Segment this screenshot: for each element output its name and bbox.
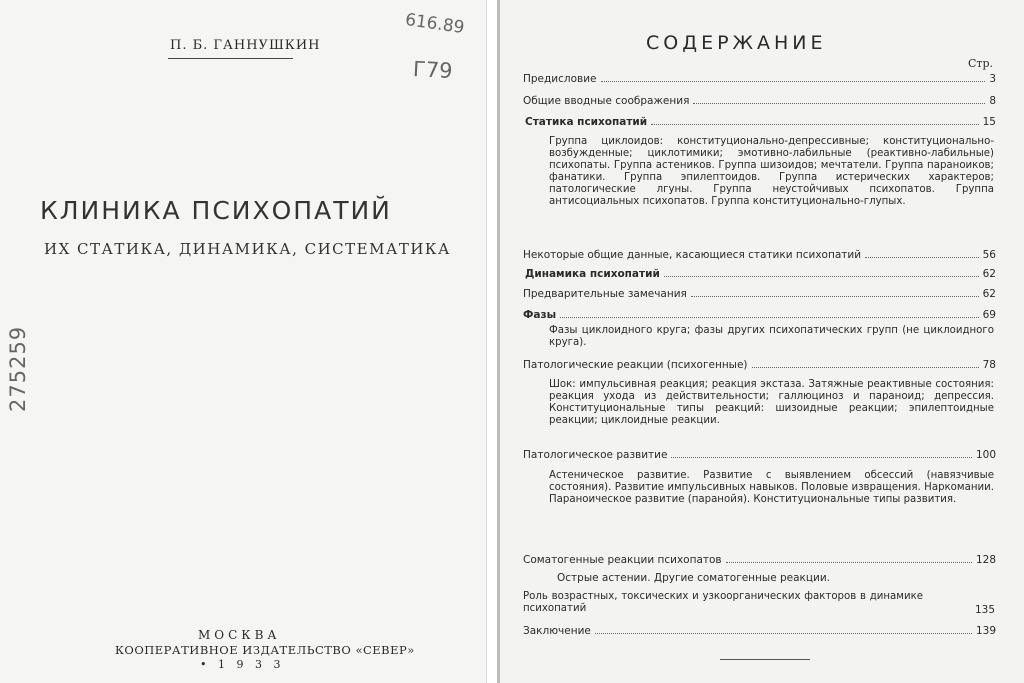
book-title: КЛИНИКА ПСИХОПАТИЙ: [40, 196, 392, 225]
toc-entry-page: 78: [982, 359, 996, 371]
toc-entry-page: 128: [975, 554, 996, 566]
toc-entry-page: 135: [975, 604, 996, 616]
toc-section-description: Фазы циклоидного круга; фазы других психопатических групп (не циклоидного круга).: [549, 325, 994, 348]
toc-leader: [651, 124, 978, 125]
toc-entry: [523, 306, 996, 322]
page-column-header: Стр.: [968, 57, 994, 70]
handwritten-shelfmark: Г79: [412, 56, 454, 84]
publication-city: МОСКВА: [198, 628, 281, 642]
toc-entry-page: 69: [982, 309, 996, 321]
publisher-name: КООПЕРАТИВНОЕ ИЗДАТЕЛЬСТВО «СЕВЕР»: [115, 643, 415, 657]
toc-entry-text: Предварительные замечания: [523, 288, 687, 300]
toc-section-description: Острые астении. Другие соматогенные реакции.: [557, 572, 831, 584]
toc-leader: [560, 317, 979, 318]
toc-entry-page: 62: [982, 288, 996, 300]
toc-section-description: Астеническое развитие. Развитие с выявлением обсессий (навязчивые состояния). Развитие импульсивных навыков. Половые извращения. Наркомании. Параноическое развитие (паранойя). Конституциональные типы развития.: [549, 470, 994, 505]
toc-entry-text: Предисловие: [523, 73, 597, 85]
toc-entry-text: Фазы: [523, 309, 557, 321]
title-page: [0, 0, 487, 683]
toc-leader: [664, 276, 979, 277]
toc-entry-text: Статика психопатий: [525, 116, 648, 128]
toc-entry-text-wrapped: Роль возрастных, токсических и узкоорганических факторов в динамике психопатий: [523, 591, 923, 614]
toc-entry-page: 62: [982, 268, 996, 280]
toc-entry-text: Некоторые общие данные, касающиеся статики психопатий: [523, 249, 862, 261]
toc-section-description: Шок: импульсивная реакция; реакция экстаза. Затяжные реактивные состояния: реакция ухода из действительности; галлюциноз и параноид; депрессия. Конституциональные типы реакций: шизоидные реакции; эпилептоидные реакции; циклоидные реакции.: [549, 379, 994, 426]
toc-entry-page: 15: [982, 116, 996, 128]
toc-entry-page: 3: [989, 73, 996, 85]
toc-leader: [865, 257, 979, 258]
toc-leader: [752, 367, 979, 368]
toc-entry-text: Динамика психопатий: [525, 268, 660, 280]
toc-entry: [523, 246, 996, 262]
toc-entry: [525, 265, 996, 281]
toc-entry-page: 100: [975, 449, 996, 461]
toc-leader: [601, 81, 986, 82]
toc-entry: [525, 113, 996, 129]
toc-leader: [693, 103, 985, 104]
toc-entry: [523, 551, 996, 567]
toc-entry-text: Заключение: [523, 625, 591, 637]
handwritten-classification: 616.89: [403, 9, 466, 39]
handwritten-inventory-number: 275259: [6, 325, 30, 412]
toc-leader: [726, 562, 972, 563]
toc-entry-page: 56: [982, 249, 996, 261]
publication-year: • 1 9 3 3: [200, 658, 285, 671]
toc-leader: [595, 633, 972, 634]
end-rule: [720, 659, 810, 660]
book-subtitle: ИХ СТАТИКА, ДИНАМИКА, СИСТЕМАТИКА: [44, 240, 451, 258]
toc-section-description: Группа циклоидов: конституционально-депрессивные; конституционально-возбужденные; циклотимики; эмотивно-лабильные (реактивно-лабильные) психопаты. Группа астеников. Группа шизоидов; мечтатели. Группа параноиков; фанатики. Группа эпилептоидов. Группа истерических характеров; патологические лгуны. Группа неустойчивых психопатов. Группа антисоциальных психопатов. Группа конституционально-глупых.: [549, 136, 994, 207]
author-underline: [168, 58, 293, 59]
toc-leader: [691, 296, 979, 297]
toc-title: СОДЕРЖАНИЕ: [646, 32, 827, 54]
toc-entry: [523, 70, 996, 86]
toc-entry-text: Патологические реакции (психогенные): [523, 359, 748, 371]
toc-entry: [523, 285, 996, 301]
toc-entry-page: 139: [975, 625, 996, 637]
toc-entry: [523, 622, 996, 638]
author-name: П. Б. ГАННУШКИН: [170, 38, 321, 53]
toc-entry-page: 8: [989, 95, 996, 107]
toc-leader: [671, 457, 972, 458]
toc-entry-text: Соматогенные реакции психопатов: [523, 554, 722, 566]
toc-entry: [523, 356, 996, 372]
toc-entry-text: Общие вводные соображения: [523, 95, 690, 107]
toc-entry-text: Патологическое развитие: [523, 449, 668, 461]
toc-entry: [523, 446, 996, 462]
toc-entry: [523, 92, 996, 108]
